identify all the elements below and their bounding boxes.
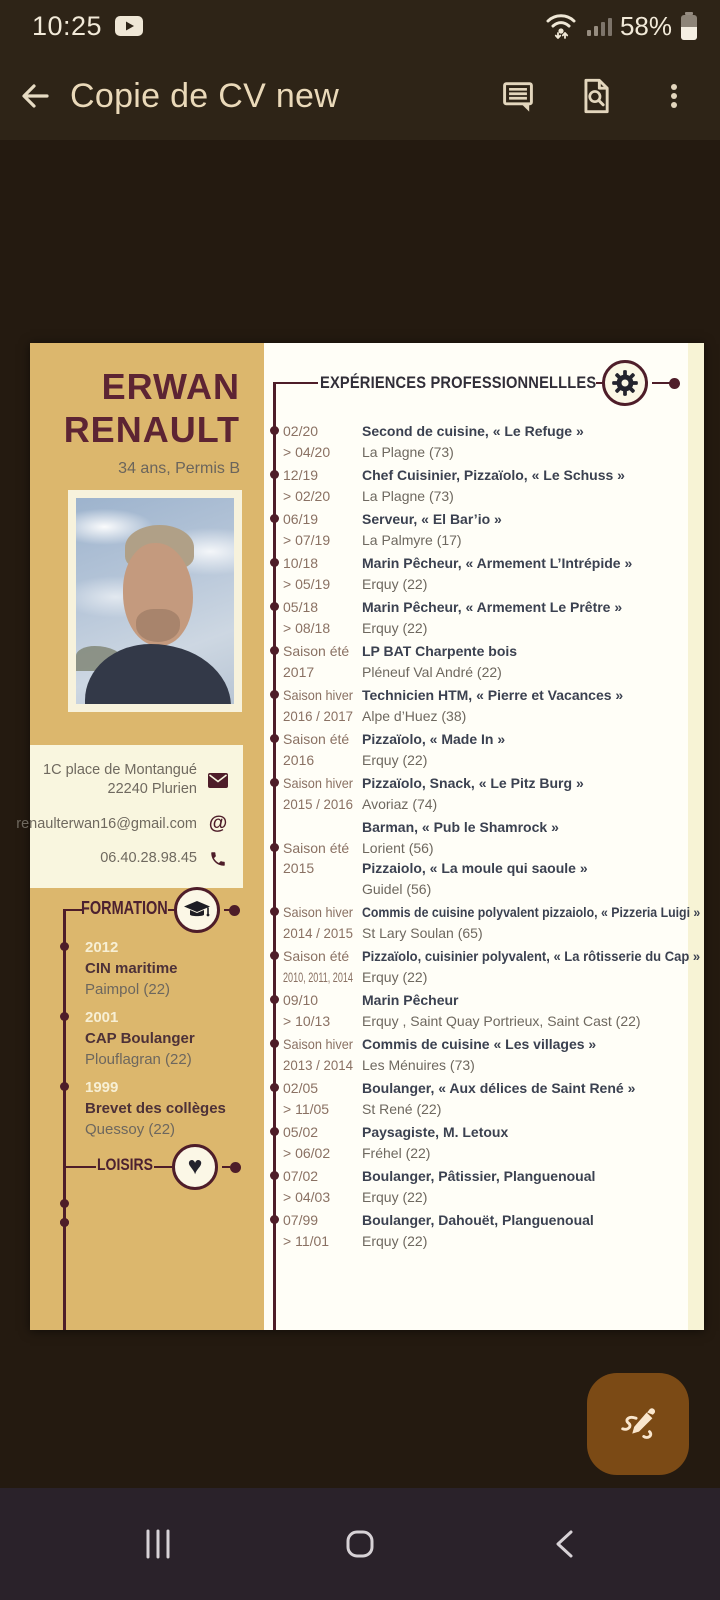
experience-entry xyxy=(283,1166,700,1207)
date-line: 2016 xyxy=(283,751,315,768)
youtube-notification-icon xyxy=(114,15,144,37)
recents-button[interactable] xyxy=(113,1499,203,1589)
job-title: Second de cuisine, « Le Refuge » xyxy=(362,423,584,439)
date-line: 2010, 2011, 2014 xyxy=(283,968,353,985)
experiences-badge xyxy=(602,360,648,406)
experience-entry xyxy=(283,729,700,770)
experiences-heading: EXPÉRIENCES PROFESSIONNELLLES xyxy=(320,373,597,392)
experience-entry xyxy=(283,597,700,638)
experience-dates xyxy=(283,421,353,462)
loisirs-bracket xyxy=(63,1166,96,1169)
job-location: Fréhel (22) xyxy=(362,1144,431,1161)
experience-dates xyxy=(283,597,353,638)
date-line: 02/05 xyxy=(283,1080,319,1096)
formation-title: CIN maritime xyxy=(85,960,178,977)
experience-description xyxy=(362,1122,700,1163)
phone-icon xyxy=(207,850,229,868)
job-location: Pléneuf Val André (22) xyxy=(362,663,502,680)
experience-entry xyxy=(283,641,700,682)
formation-title: CAP Boulanger xyxy=(85,1030,195,1047)
nav-back-button[interactable] xyxy=(520,1499,610,1589)
date-line: 07/99 xyxy=(283,1212,319,1228)
experience-dates xyxy=(283,773,353,814)
edit-fab[interactable] xyxy=(587,1373,689,1475)
job-title: Boulanger, « Aux délices de Saint René » xyxy=(362,1080,636,1096)
graduation-cap-icon xyxy=(183,899,211,921)
experience-dates xyxy=(283,729,353,770)
date-line: > 11/01 xyxy=(283,1232,330,1249)
date-line: > 08/18 xyxy=(283,619,331,636)
experience-entry xyxy=(283,946,700,987)
home-icon xyxy=(343,1527,377,1561)
date-line: > 11/05 xyxy=(283,1100,330,1117)
job-location: Erquy (22) xyxy=(362,968,428,985)
cellular-signal-icon xyxy=(586,13,612,39)
recents-icon xyxy=(141,1527,175,1561)
experience-dates xyxy=(283,685,353,726)
job-location: Alpe d’Huez (38) xyxy=(362,707,467,724)
experience-entry xyxy=(283,773,700,814)
clock: 10:25 xyxy=(32,10,103,41)
sidebar-timeline-line xyxy=(63,909,66,1330)
job-title: Marin Pêcheur, « Armement L’Intrépide » xyxy=(362,555,633,571)
formation-place: Quessoy (22) xyxy=(85,1121,176,1138)
app-bar xyxy=(0,52,720,140)
job-title: Pizzaïolo, « Made In » xyxy=(362,731,506,747)
date-line: 09/10 xyxy=(283,992,319,1008)
date-line: 05/18 xyxy=(283,599,319,615)
nav-back-icon xyxy=(550,1527,580,1561)
experience-dates xyxy=(283,465,353,506)
formation-year: 2001 xyxy=(85,1009,119,1026)
experience-dates xyxy=(283,553,353,594)
experience-description xyxy=(362,509,700,550)
document-title: Copie de CV new xyxy=(70,76,340,115)
job-location: Lorient (56) xyxy=(362,839,434,856)
wifi-icon xyxy=(544,11,578,41)
date-line: 2015 / 2016 xyxy=(283,795,353,812)
loisirs-line-seg2 xyxy=(222,1166,230,1169)
date-line: 2016 / 2017 xyxy=(283,707,353,724)
experience-description xyxy=(362,729,700,770)
experience-entry xyxy=(283,1034,700,1075)
back-button[interactable] xyxy=(0,61,70,131)
formation-year: 1999 xyxy=(85,1079,119,1096)
job-title: Pizzaïolo, Snack, « Le Pitz Burg » xyxy=(362,775,584,791)
experience-description xyxy=(362,685,700,726)
job-location: La Plagne (73) xyxy=(362,443,454,460)
battery-icon xyxy=(680,11,698,41)
job-location: Guidel (56) xyxy=(362,880,432,897)
job-location: La Palmyre (17) xyxy=(362,531,462,548)
home-button[interactable] xyxy=(315,1499,405,1589)
address-line-1: 1C place de Montangué xyxy=(43,762,197,778)
contact-address-row xyxy=(40,761,229,799)
heart-icon: ♥ xyxy=(187,1151,203,1180)
address-line-2: 22240 Plurien xyxy=(107,781,197,797)
experience-dates xyxy=(283,817,353,879)
date-line: Saison hiver xyxy=(283,775,354,791)
experience-dates xyxy=(283,1034,353,1075)
comment-icon xyxy=(499,77,537,115)
formation-list xyxy=(85,937,257,1147)
formation-heading: FORMATION xyxy=(81,898,168,918)
job-title: LP BAT Charpente bois xyxy=(362,643,518,659)
formation-place: Plouflagran (22) xyxy=(85,1051,192,1068)
job-location: Les Ménuires (73) xyxy=(362,1056,475,1073)
back-arrow-icon xyxy=(17,79,53,113)
battery-percent: 58% xyxy=(619,10,672,41)
cv-name: ERWAN RENAULT xyxy=(63,366,240,450)
job-location: St René (22) xyxy=(362,1100,442,1117)
job-location: Erquy (22) xyxy=(362,619,428,636)
pdf-viewer[interactable] xyxy=(0,140,720,1488)
date-line: 10/18 xyxy=(283,555,319,571)
formation-year: 2012 xyxy=(85,939,119,956)
job-title: Barman, « Pub le Shamrock » xyxy=(362,819,559,835)
cv-page xyxy=(16,343,704,1330)
experience-entry xyxy=(283,685,700,726)
date-line: Saison été xyxy=(283,643,350,659)
formation-title: Brevet des collèges xyxy=(85,1100,226,1117)
date-line: Saison été xyxy=(283,839,350,856)
job-title: Marin Pêcheur xyxy=(362,992,459,1008)
experience-entry xyxy=(283,817,700,899)
experience-description xyxy=(362,946,700,987)
experience-dates xyxy=(283,1122,353,1163)
experience-entry xyxy=(283,990,700,1031)
gear-icon xyxy=(611,369,639,397)
job-title: Marin Pêcheur, « Armement Le Prêtre » xyxy=(362,599,623,615)
date-line: Saison été xyxy=(283,731,350,747)
job-location: St Lary Soulan (65) xyxy=(362,924,483,941)
date-line: 2015 xyxy=(283,860,315,876)
envelope-icon xyxy=(207,773,229,788)
experience-description xyxy=(362,597,700,638)
job-location: Erquy (22) xyxy=(362,1188,428,1205)
date-line: 12/19 xyxy=(283,467,319,483)
formation-badge xyxy=(174,887,220,933)
phone-value: 06.40.28.98.45 xyxy=(100,850,197,866)
date-line: 2014 / 2015 xyxy=(283,924,353,941)
date-line: > 04/03 xyxy=(283,1188,331,1205)
date-line: > 06/02 xyxy=(283,1144,331,1161)
formation-entry xyxy=(85,1007,257,1070)
experience-description xyxy=(362,1210,700,1251)
date-line: > 10/13 xyxy=(283,1012,331,1029)
experience-dates xyxy=(283,1166,353,1207)
loisirs-badge xyxy=(172,1144,218,1190)
experience-description xyxy=(362,1166,700,1207)
experience-description xyxy=(362,641,700,682)
date-line: > 02/20 xyxy=(283,487,331,504)
cv-subtitle: 34 ans, Permis B xyxy=(118,460,240,477)
formation-place: Paimpol (22) xyxy=(85,981,171,998)
cv-sidebar xyxy=(16,343,264,1330)
experience-dates xyxy=(283,641,353,682)
contact-phone-row xyxy=(40,849,229,868)
formation-entry xyxy=(85,1077,257,1140)
experience-timeline-line xyxy=(273,382,276,1330)
job-title: Commis de cuisine « Les villages » xyxy=(362,1036,597,1052)
date-line: > 04/20 xyxy=(283,443,331,460)
job-title: Boulanger, Dahouët, Planguenoual xyxy=(362,1212,594,1228)
date-line: Saison hiver xyxy=(283,687,354,703)
job-title: Commis de cuisine polyvalent pizzaiolo, « Pizzeria Luigi » xyxy=(362,904,701,920)
job-location: Erquy (22) xyxy=(362,751,428,768)
experience-entry xyxy=(283,902,700,943)
profile-photo xyxy=(68,490,242,712)
loisirs-end-dot xyxy=(230,1162,241,1173)
job-location: Erquy (22) xyxy=(362,1232,428,1249)
job-location: La Plagne (73) xyxy=(362,487,454,504)
job-location: Erquy , Saint Quay Portrieux, Saint Cast (22) xyxy=(362,1012,641,1029)
experience-dates xyxy=(283,1078,353,1119)
overflow-menu-icon xyxy=(657,79,691,113)
experience-dates xyxy=(283,946,353,987)
experience-dates xyxy=(283,1210,353,1251)
job-title: Boulanger, Pâtissier, Planguenoual xyxy=(362,1168,596,1184)
contact-email-row xyxy=(16,813,229,835)
job-title: Paysagiste, M. Letoux xyxy=(362,1124,509,1140)
experience-bracket xyxy=(273,382,318,385)
experience-entry xyxy=(283,509,700,550)
experience-entry xyxy=(283,465,700,506)
date-line: Saison hiver xyxy=(283,1036,354,1052)
loisirs-list xyxy=(85,1194,257,1213)
date-line: 02/20 xyxy=(283,423,319,439)
experience-entry xyxy=(283,421,700,462)
experience-end-dot xyxy=(669,378,680,389)
view-settings-button[interactable] xyxy=(564,64,628,128)
formation-end-dot xyxy=(229,905,240,916)
date-line: Saison été xyxy=(283,948,350,964)
date-line: 06/19 xyxy=(283,511,319,527)
navigation-bar xyxy=(0,1488,720,1600)
experience-line-seg2 xyxy=(652,382,670,385)
formation-entry xyxy=(85,937,257,1000)
experience-description xyxy=(362,773,700,814)
date-line: 07/02 xyxy=(283,1168,319,1184)
date-line: 05/02 xyxy=(283,1124,319,1140)
date-line: > 07/19 xyxy=(283,531,331,548)
experience-description xyxy=(362,1034,700,1075)
date-line: 2013 / 2014 xyxy=(283,1056,353,1073)
experience-description xyxy=(362,421,700,462)
at-icon: @ xyxy=(208,813,228,834)
job-title: Serveur, « El Bar’io » xyxy=(362,511,502,527)
experience-dates xyxy=(283,902,353,943)
date-line: 2017 xyxy=(283,663,315,680)
document-search-icon xyxy=(577,77,615,115)
comments-button[interactable] xyxy=(486,64,550,128)
loisirs-line-seg xyxy=(154,1166,172,1169)
job-title: Chef Cuisinier, Pizzaïolo, « Le Schuss » xyxy=(362,467,625,483)
experience-entry xyxy=(283,1210,700,1251)
experience-dates xyxy=(283,990,353,1031)
experience-description xyxy=(362,902,700,943)
job-title: Pizzaiolo, « La moule qui saoule » xyxy=(362,860,588,876)
status-bar xyxy=(0,0,720,52)
overflow-menu-button[interactable] xyxy=(642,64,706,128)
experience-description xyxy=(362,553,700,594)
experience-list xyxy=(283,421,700,1254)
experience-dates xyxy=(283,509,353,550)
job-location: Erquy (22) xyxy=(362,575,428,592)
experience-entry xyxy=(283,553,700,594)
contact-box xyxy=(16,745,243,888)
date-line: Saison hiver xyxy=(283,904,354,920)
experience-description xyxy=(362,1078,700,1119)
formation-bracket xyxy=(63,909,82,912)
email-value: renaulterwan16@gmail.com xyxy=(16,815,197,832)
loisirs-heading: LOISIRS xyxy=(97,1155,154,1174)
job-title: Pizzaïolo, cuisinier polyvalent, « La rôtisserie du Cap » xyxy=(362,948,701,964)
experience-description xyxy=(362,990,700,1031)
job-title: Technicien HTM, « Pierre et Vacances » xyxy=(362,687,624,703)
job-location: Avoriaz (74) xyxy=(362,795,438,812)
experience-description xyxy=(362,465,700,506)
edit-pen-icon xyxy=(615,1401,661,1447)
date-line: > 05/19 xyxy=(283,575,331,592)
experience-entry xyxy=(283,1078,700,1119)
experience-description xyxy=(362,817,700,899)
experience-entry xyxy=(283,1122,700,1163)
